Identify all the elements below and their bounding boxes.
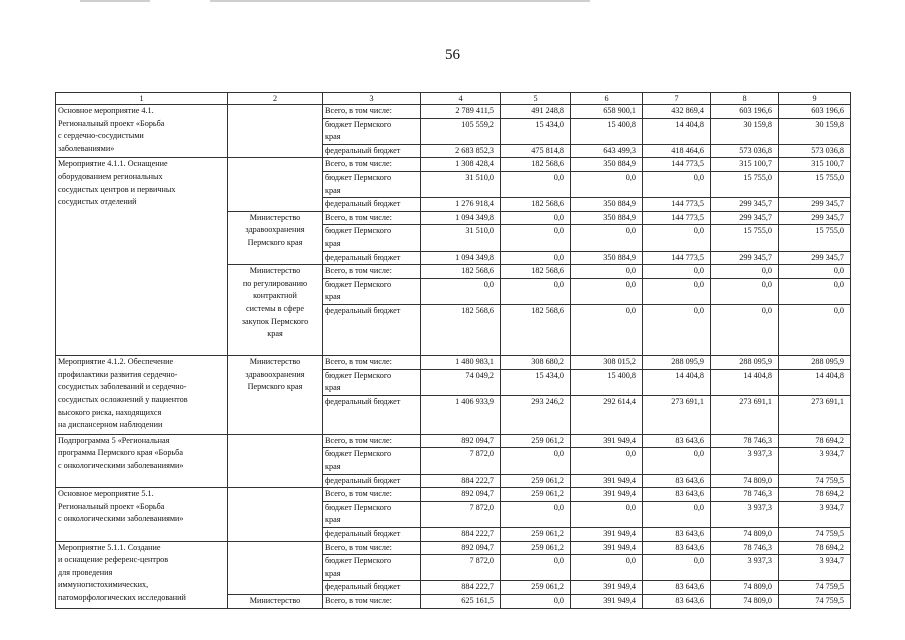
funding-source-cell [323,581,421,595]
amount-cell: 182 568,6 [501,304,571,355]
amount-cell: 74 759,5 [779,528,851,542]
activity-line: на диспансерном наблюдении [58,420,163,430]
activity-cell [56,105,228,158]
funding-source-line: края [325,238,341,248]
column-number: 9 [779,93,851,105]
amount-cell: 2 789 411,5 [421,105,501,119]
amount-cell: 3 937,3 [711,555,779,581]
activity-line: высокого риска, находящихся [58,407,162,417]
activity-line: с сердечно-сосудистыми [58,131,144,141]
amount-cell: 259 061,2 [501,528,571,542]
funding-source-line: Всего, в том числе: [325,489,392,499]
amount-cell: 83 643,6 [643,594,711,608]
funding-source-line: федеральный бюджет [325,529,401,538]
amount-cell: 1 308 428,4 [421,158,501,172]
executor-line: здравоохранения [245,225,305,235]
table-row [56,105,851,119]
executor-cell [228,541,323,594]
amount-cell: 299 345,7 [779,251,851,265]
amount-cell: 182 568,6 [501,198,571,212]
amount-cell: 182 568,6 [421,265,501,279]
funding-source-line: Всего, в том числе: [325,159,392,169]
activity-line: сосудистых центров и первичных [58,184,176,194]
amount-cell: 14 404,8 [643,369,711,395]
funding-source-cell [323,158,421,172]
funding-source-line: Всего, в том числе: [325,542,392,552]
amount-cell: 259 061,2 [501,581,571,595]
amount-cell: 78 694,2 [779,488,851,502]
funding-source-line: федеральный бюджет [325,582,401,592]
amount-cell: 0,0 [501,594,571,608]
amount-cell: 892 094,7 [421,488,501,502]
amount-cell: 15 755,0 [711,171,779,197]
amount-cell: 31 510,0 [421,171,501,197]
executor-line: системы в сфере [246,303,304,313]
activity-line: иммуногистохимических, [58,580,149,590]
amount-cell: 293 246,2 [501,396,571,435]
amount-cell: 0,0 [571,171,643,197]
funding-source-cell [323,251,421,265]
executor-cell [228,434,323,487]
amount-cell: 892 094,7 [421,434,501,448]
activity-line: программа Пермского края «Борьба [58,448,183,458]
amount-cell: 0,0 [643,171,711,197]
amount-cell: 74 809,0 [711,581,779,595]
amount-cell: 350 884,9 [571,211,643,225]
amount-cell: 0,0 [779,304,851,355]
column-number: 7 [643,93,711,105]
amount-cell: 299 345,7 [779,198,851,212]
amount-cell: 0,0 [643,448,711,474]
amount-cell: 74 809,0 [711,474,779,488]
amount-cell: 288 095,9 [643,356,711,370]
amount-cell: 273 691,1 [643,396,711,435]
funding-source-line: края [325,462,341,472]
activity-line: сосудистых отделений [58,197,137,207]
activity-line: патоморфологических исследований [58,592,186,602]
amount-cell: 7 872,0 [421,501,501,527]
amount-cell: 391 949,4 [571,474,643,488]
amount-cell: 432 869,4 [643,105,711,119]
amount-cell: 78 694,2 [779,434,851,448]
amount-cell: 144 773,5 [643,198,711,212]
amount-cell: 259 061,2 [501,434,571,448]
scan-edge-mark-right [210,0,590,2]
amount-cell: 350 884,9 [571,198,643,212]
column-number-row [56,93,851,105]
amount-cell: 418 464,6 [643,144,711,158]
amount-cell: 1 480 983,1 [421,356,501,370]
amount-cell: 144 773,5 [643,211,711,225]
amount-cell: 391 949,4 [571,488,643,502]
amount-cell: 74 759,5 [779,594,851,608]
amount-cell: 658 900,1 [571,105,643,119]
amount-cell: 3 934,7 [779,448,851,474]
amount-cell: 491 248,8 [501,105,571,119]
activity-line: оборудованием региональных [58,171,163,181]
column-number: 8 [711,93,779,105]
column-number: 6 [571,93,643,105]
amount-cell: 643 499,3 [571,144,643,158]
funding-source-cell [323,144,421,158]
amount-cell: 603 196,6 [711,105,779,119]
amount-cell: 7 872,0 [421,555,501,581]
executor-line: Пермского края [247,237,303,247]
amount-cell: 0,0 [501,171,571,197]
activity-line: с онкологическими заболеваниями» [58,514,184,524]
funding-source-cell [323,501,421,527]
amount-cell: 0,0 [501,448,571,474]
amount-cell: 288 095,9 [711,356,779,370]
amount-cell: 3 937,3 [711,448,779,474]
activity-line: Мероприятие 4.1.1. Оснащение [58,159,168,169]
amount-cell: 573 036,8 [711,144,779,158]
funding-source-line [325,421,418,434]
funding-source-cell [323,118,421,144]
amount-cell: 299 345,7 [711,211,779,225]
amount-cell: 74 049,2 [421,369,501,395]
amount-cell: 0,0 [711,265,779,279]
executor-line: здравоохранения [245,369,305,379]
amount-cell: 14 404,8 [779,369,851,395]
funding-source-line: бюджет Пермского [325,556,392,566]
amount-cell: 0,0 [571,265,643,279]
funding-source-line: края [325,292,341,302]
funding-source-line: бюджет Пермского [325,502,392,512]
amount-cell: 0,0 [501,501,571,527]
funding-source-cell [323,198,421,212]
executor-cell [228,488,323,541]
activity-cell [56,356,228,435]
funding-source-line: края [325,132,341,142]
amount-cell: 573 036,8 [779,144,851,158]
column-number: 3 [323,93,421,105]
column-number: 4 [421,93,501,105]
amount-cell: 391 949,4 [571,528,643,542]
amount-cell: 15 434,0 [501,369,571,395]
funding-source-line: края [325,185,341,195]
amount-cell: 15 755,0 [779,225,851,251]
activity-line: с онкологическими заболеваниями» [58,461,184,471]
amount-cell: 83 643,6 [643,528,711,542]
executor-line: контрактной [253,291,297,301]
amount-cell: 391 949,4 [571,594,643,608]
amount-cell: 299 345,7 [779,211,851,225]
amount-cell: 1 276 918,4 [421,198,501,212]
amount-cell: 0,0 [643,501,711,527]
amount-cell: 182 568,6 [501,158,571,172]
amount-cell: 884 222,7 [421,581,501,595]
amount-cell: 1 094 349,8 [421,251,501,265]
amount-cell: 884 222,7 [421,528,501,542]
amount-cell: 0,0 [501,555,571,581]
funding-source-line [325,409,418,422]
table-body [56,93,851,609]
funding-source-line: федеральный бюджет [325,145,401,155]
amount-cell: 315 100,7 [779,158,851,172]
amount-cell: 259 061,2 [501,488,571,502]
amount-cell: 350 884,9 [571,251,643,265]
funding-source-line: бюджет Пермского [325,370,392,380]
funding-source-line: Всего, в том числе: [325,357,392,367]
amount-cell: 74 809,0 [711,594,779,608]
funding-source-line: федеральный бюджет [325,475,401,485]
amount-cell: 14 404,8 [711,369,779,395]
funding-source-line [325,318,418,331]
activity-line: сосудистых осложнений у пациентов [58,395,188,405]
executor-line: Министерство [249,595,301,605]
amount-cell: 0,0 [779,278,851,304]
amount-cell: 299 345,7 [711,251,779,265]
table-row [56,434,851,448]
amount-cell: 259 061,2 [501,541,571,555]
table-row [56,541,851,555]
amount-cell: 3 934,7 [779,555,851,581]
amount-cell: 15 434,0 [501,118,571,144]
funding-source-cell [323,265,421,279]
amount-cell: 83 643,6 [643,488,711,502]
funding-source-line: края [325,568,341,578]
activity-line: Мероприятие 5.1.1. Создание [58,542,161,552]
funding-source-line: Всего, в том числе: [325,106,392,115]
amount-cell: 83 643,6 [643,474,711,488]
amount-cell: 0,0 [501,251,571,265]
amount-cell: 391 949,4 [571,434,643,448]
amount-cell: 83 643,6 [643,541,711,555]
funding-source-line: федеральный бюджет [325,397,401,407]
table-row [56,488,851,502]
funding-source-line: федеральный бюджет [325,305,401,315]
amount-cell: 475 814,8 [501,144,571,158]
activity-line: Мероприятие 4.1.2. Обеспечение [58,357,174,367]
amount-cell: 625 161,5 [421,594,501,608]
amount-cell: 391 949,4 [571,581,643,595]
funding-source-cell [323,225,421,251]
amount-cell: 0,0 [571,225,643,251]
amount-cell: 0,0 [779,265,851,279]
executor-line: по регулированию [242,278,308,288]
amount-cell: 15 400,8 [571,369,643,395]
table-row [56,356,851,370]
funding-source-cell [323,369,421,395]
amount-cell: 74 809,0 [711,528,779,542]
amount-cell: 31 510,0 [421,225,501,251]
amount-cell: 3 937,3 [711,501,779,527]
funding-source-line: бюджет Пермского [325,172,392,182]
amount-cell: 2 683 852,3 [421,144,501,158]
amount-cell: 0,0 [643,225,711,251]
amount-cell: 78 746,3 [711,541,779,555]
funding-source-cell [323,396,421,435]
executor-cell [228,158,323,211]
amount-cell: 391 949,4 [571,541,643,555]
amount-cell: 83 643,6 [643,434,711,448]
funding-source-line: бюджет Пермского [325,449,392,459]
amount-cell: 144 773,5 [643,251,711,265]
funding-source-cell [323,304,421,355]
column-number: 5 [501,93,571,105]
amount-cell: 74 759,5 [779,581,851,595]
amount-cell: 1 406 933,9 [421,396,501,435]
amount-cell: 182 568,6 [501,265,571,279]
funding-source-line: бюджет Пермского [325,226,392,236]
amount-cell: 259 061,2 [501,474,571,488]
amount-cell: 0,0 [711,278,779,304]
amount-cell: 182 568,6 [421,304,501,355]
funding-source-line: края [325,515,341,525]
amount-cell: 315 100,7 [711,158,779,172]
funding-source-cell [323,356,421,370]
executor-line: Пермского края [247,382,303,392]
amount-cell: 15 400,8 [571,118,643,144]
funding-source-cell [323,278,421,304]
activity-cell [56,541,228,608]
scan-edge-mark-left [80,0,150,2]
amount-cell: 78 746,3 [711,488,779,502]
amount-cell: 15 755,0 [711,225,779,251]
amount-cell: 892 094,7 [421,541,501,555]
amount-cell: 0,0 [571,555,643,581]
amount-cell: 74 759,5 [779,474,851,488]
executor-line: Министерство [249,212,301,222]
activity-line: заболеваниями» [58,143,115,153]
amount-cell: 0,0 [501,278,571,304]
amount-cell: 292 614,4 [571,396,643,435]
funding-source-line: федеральный бюджет [325,199,401,209]
amount-cell: 0,0 [643,265,711,279]
funding-source-cell [323,474,421,488]
amount-cell: 0,0 [571,448,643,474]
amount-cell: 105 559,2 [421,118,501,144]
amount-cell: 0,0 [421,278,501,304]
funding-source-cell [323,434,421,448]
page-number: 56 [445,47,460,63]
budget-table [55,92,851,609]
table-row [56,158,851,172]
funding-source-line [325,343,418,356]
column-number: 2 [228,93,323,105]
amount-cell: 30 159,8 [779,118,851,144]
amount-cell: 273 691,1 [779,396,851,435]
executor-cell [228,211,323,264]
amount-cell: 350 884,9 [571,158,643,172]
funding-source-line: Всего, в том числе: [325,595,392,605]
executor-cell [228,265,323,356]
executor-line: закупок Пермского [241,316,309,326]
funding-source-cell [323,541,421,555]
executor-line: Министерство [249,266,301,276]
activity-cell [56,488,228,541]
amount-cell: 0,0 [643,555,711,581]
amount-cell: 288 095,9 [779,356,851,370]
activity-line: Основное мероприятие 4.1. [58,106,154,115]
funding-source-line: края [325,383,341,393]
amount-cell: 0,0 [711,304,779,355]
funding-source-line: Всего, в том числе: [325,212,392,222]
activity-line: Региональный проект «Борьба [58,501,165,511]
column-number: 1 [56,93,228,105]
amount-cell: 0,0 [643,304,711,355]
amount-cell: 0,0 [571,501,643,527]
amount-cell: 3 934,7 [779,501,851,527]
funding-source-cell [323,594,421,608]
amount-cell: 14 404,8 [643,118,711,144]
funding-source-line: бюджет Пермского [325,279,392,289]
amount-cell: 7 872,0 [421,448,501,474]
amount-cell: 308 680,2 [501,356,571,370]
activity-line: сосудистых заболеваний и сердечно- [58,382,187,392]
activity-line: Основное мероприятие 5.1. [58,489,154,499]
amount-cell: 83 643,6 [643,581,711,595]
executor-cell [228,356,323,435]
executor-line: Министерство [249,357,301,367]
activity-cell [56,158,228,356]
amount-cell: 78 694,2 [779,541,851,555]
funding-source-cell [323,211,421,225]
amount-cell: 299 345,7 [711,198,779,212]
amount-cell: 144 773,5 [643,158,711,172]
executor-line: края [267,329,283,339]
executor-cell [228,105,323,158]
activity-line: Региональный проект «Борьба [58,118,165,128]
funding-source-cell [323,528,421,542]
amount-cell: 0,0 [643,278,711,304]
amount-cell: 603 196,6 [779,105,851,119]
activity-line: и оснащение референс-центров [58,555,169,565]
amount-cell: 78 746,3 [711,434,779,448]
amount-cell: 0,0 [501,211,571,225]
amount-cell: 1 094 349,8 [421,211,501,225]
funding-source-line: Всего, в том числе: [325,435,392,445]
amount-cell: 15 755,0 [779,171,851,197]
activity-line: Подпрограмма 5 «Региональная [58,435,170,445]
amount-cell: 30 159,8 [711,118,779,144]
activity-line: профилактики развития сердечно- [58,369,178,379]
funding-source-line: Всего, в том числе: [325,266,392,276]
amount-cell: 0,0 [571,304,643,355]
funding-source-cell [323,448,421,474]
activity-line: для проведения [58,567,113,577]
activity-cell [56,434,228,487]
funding-source-line: бюджет Пермского [325,119,392,129]
executor-cell [228,594,323,608]
funding-source-line [325,330,418,343]
funding-source-cell [323,171,421,197]
funding-source-cell [323,105,421,119]
funding-source-cell [323,488,421,502]
funding-source-cell [323,555,421,581]
amount-cell: 273 691,1 [711,396,779,435]
amount-cell: 308 015,2 [571,356,643,370]
funding-source-line: федеральный бюджет [325,252,401,262]
amount-cell: 884 222,7 [421,474,501,488]
amount-cell: 0,0 [501,225,571,251]
amount-cell: 0,0 [571,278,643,304]
